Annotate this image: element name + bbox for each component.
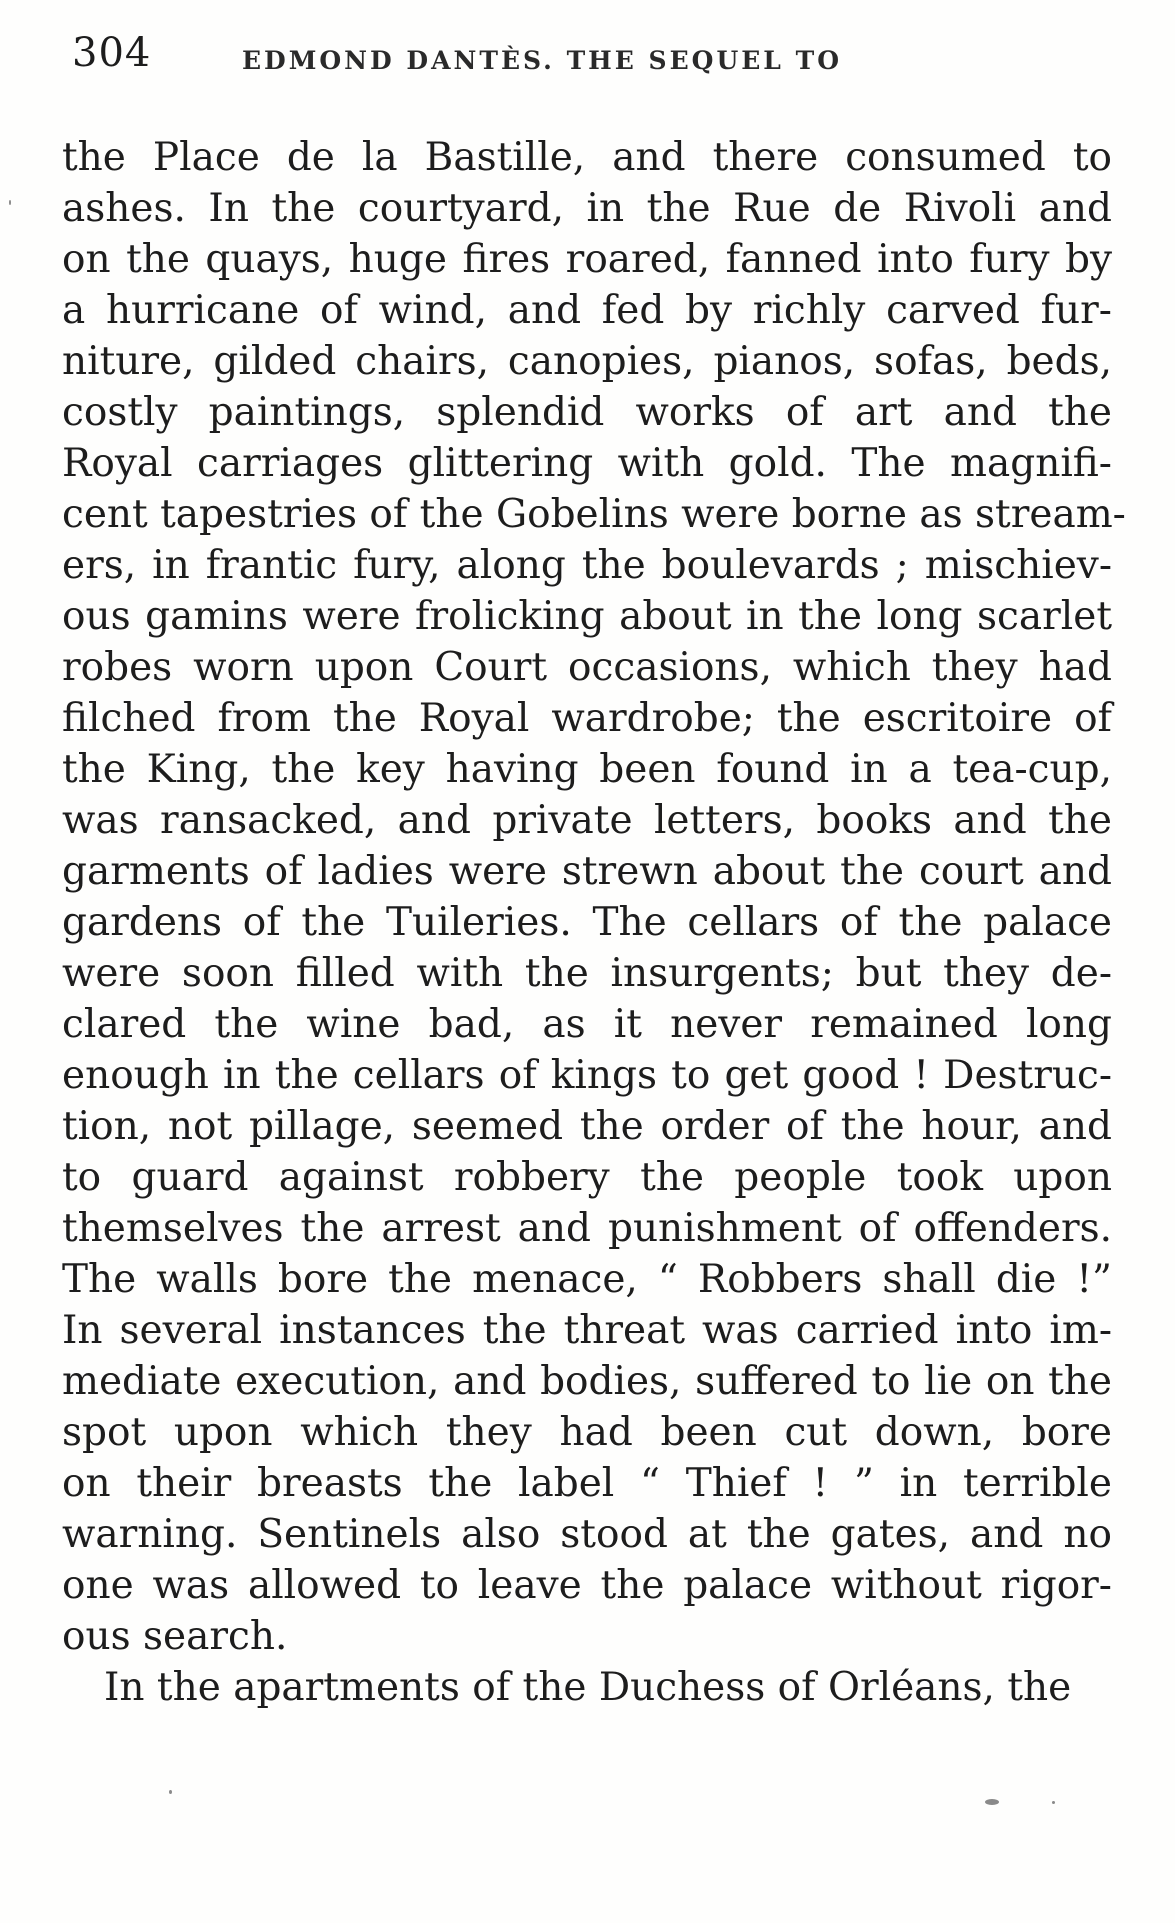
text-line: spot upon which they had been cut down, bore [62,1410,1112,1455]
ink-speck [1052,1801,1055,1804]
ink-speck [169,1790,172,1794]
text-line: costly paintings, splendid works of art and the [62,390,1112,435]
text-line: one was allowed to leave the palace without rigor- [62,1563,1112,1608]
text-line: robes worn upon Court occasions, which they had [62,645,1112,690]
text-line: the Place de la Bastille, and there consumed to [62,135,1112,180]
paragraph-start-line: In the apartments of the Duchess of Orléans, the [104,1665,1072,1710]
text-line: The walls bore the menace, “ Robbers shall die !” [62,1257,1112,1302]
ink-speck [9,200,11,205]
text-line: enough in the cellars of kings to get good ! Destruc- [62,1053,1112,1098]
text-line: to guard against robbery the people took upon [62,1155,1112,1200]
text-line: were soon filled with the insurgents; but they de- [62,951,1112,996]
ink-speck [985,1799,999,1805]
text-line: the King, the key having been found in a tea-cup, [62,747,1112,792]
page-number: 304 [72,30,152,76]
text-line: In several instances the threat was carried into im- [62,1308,1112,1353]
text-line: Royal carriages glittering with gold. The magnifi- [62,441,1112,486]
text-line: ous search. [62,1614,288,1659]
text-line: warning. Sentinels also stood at the gates, and no [62,1512,1112,1557]
text-line: garments of ladies were strewn about the court and [62,849,1112,894]
page-header [72,30,1102,90]
text-line: tion, not pillage, seemed the order of the hour, and [62,1104,1112,1149]
text-line: ers, in frantic fury, along the boulevards ; mischiev- [62,543,1112,588]
text-line: a hurricane of wind, and fed by richly carved fur- [62,288,1112,333]
text-line: ashes. In the courtyard, in the Rue de Rivoli and [62,186,1112,231]
text-line: mediate execution, and bodies, suffered to lie on the [62,1359,1112,1404]
text-line: niture, gilded chairs, canopies, pianos, sofas, beds, [62,339,1112,384]
text-line: was ransacked, and private letters, books and the [62,798,1112,843]
text-line: themselves the arrest and punishment of offenders. [62,1206,1112,1251]
text-line: on the quays, huge fires roared, fanned into fury by [62,237,1112,282]
text-line: clared the wine bad, as it never remained long [62,1002,1112,1047]
text-line: cent tapestries of the Gobelins were borne as stream- [62,492,1126,537]
text-line: gardens of the Tuileries. The cellars of the palace [62,900,1112,945]
running-head: EDMOND DANTÈS. THE SEQUEL TO [242,46,842,75]
text-line: ous gamins were frolicking about in the long scarlet [62,594,1112,639]
text-line: on their breasts the label “ Thief ! ” in terrible [62,1461,1112,1506]
body-text [62,132,1126,1713]
text-line: filched from the Royal wardrobe; the escritoire of [62,696,1112,741]
